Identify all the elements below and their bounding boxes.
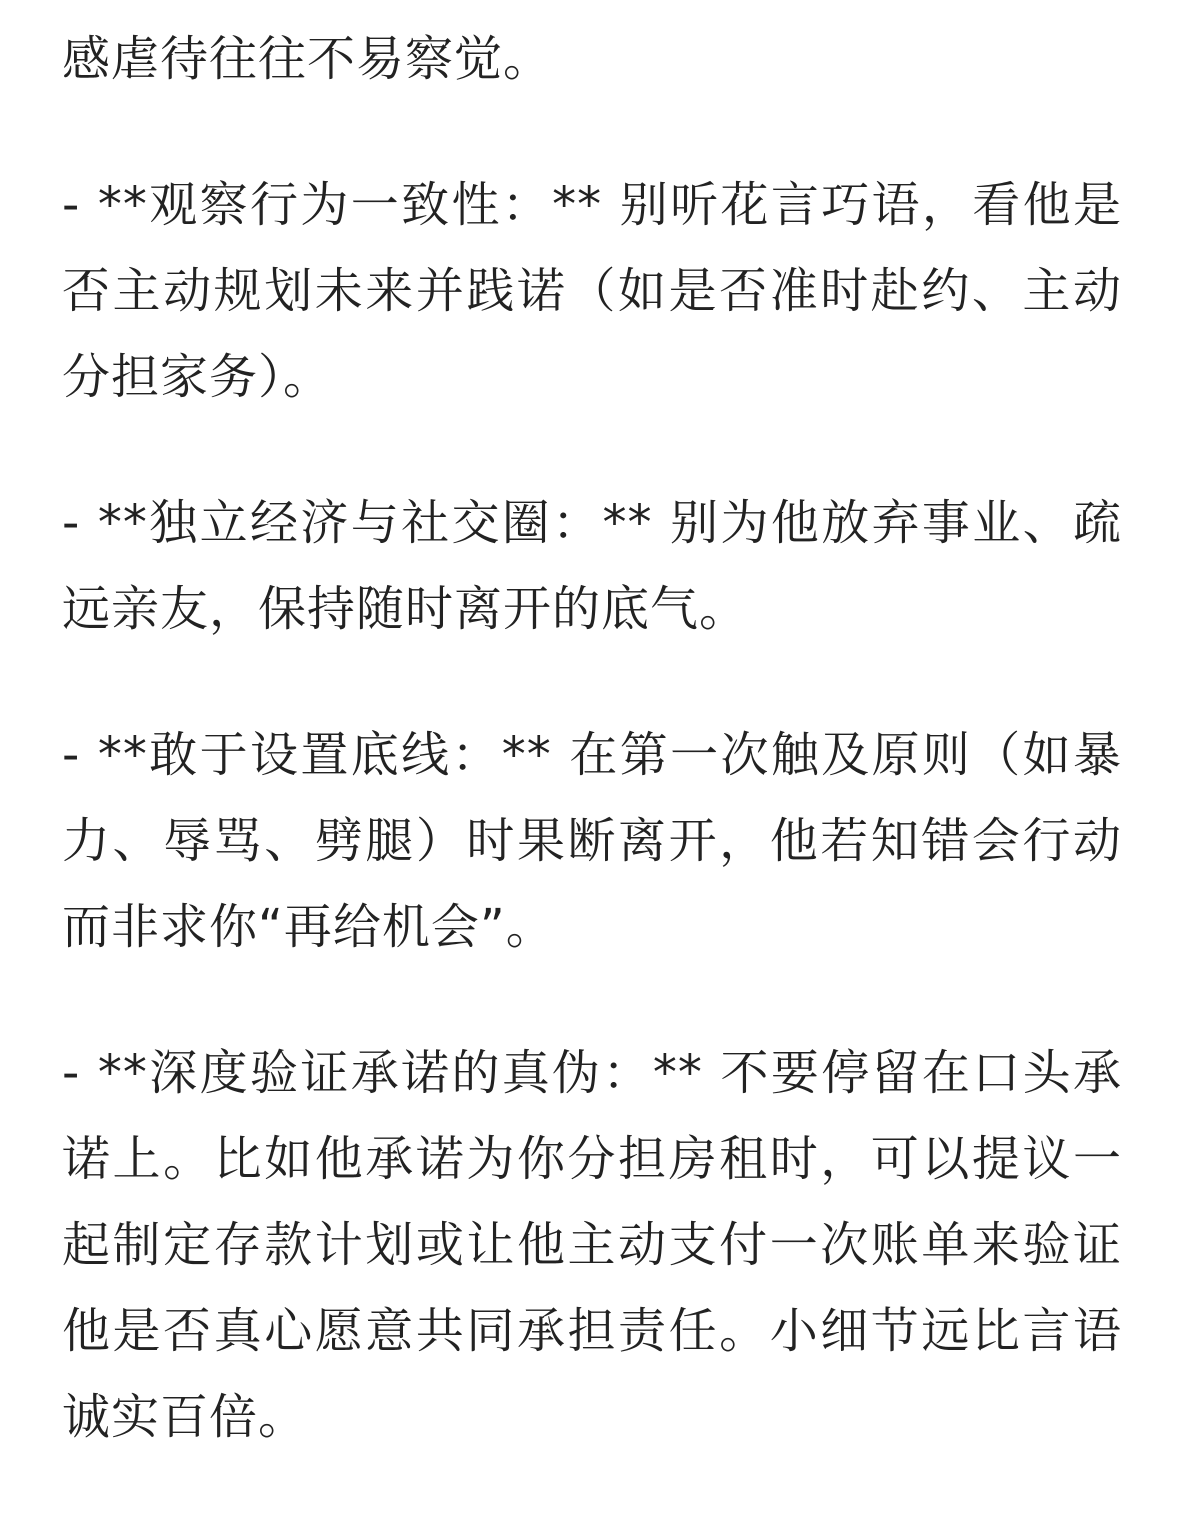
paragraph-behavior-consistency: - **观察行为一致性：** 别听花言巧语，看他是否主动规划未来并践诺（如是否准时赴约、主动分担家务）。 bbox=[62, 177, 1122, 405]
paragraph-intro-tail: 感虐待往往不易察觉。 bbox=[62, 31, 553, 87]
article-body bbox=[62, 16, 1122, 1460]
paragraph-bottom-line: - **敢于设置底线：** 在第一次触及原则（如暴力、辱骂、劈腿）时果断离开，他若知错会行动而非求你“再给机会”。 bbox=[62, 727, 1122, 955]
paragraph-verify-promises: - **深度验证承诺的真伪：** 不要停留在口头承诺上。比如他承诺为你分担房租时，可以提议一起制定存款计划或让他主动支付一次账单来验证他是否真心愿意共同承担责任。小细节远比言语诚实百倍。 bbox=[62, 1045, 1122, 1445]
paragraph-independence: - **独立经济与社交圈：** 别为他放弃事业、疏远亲友，保持随时离开的底气。 bbox=[62, 495, 1122, 637]
